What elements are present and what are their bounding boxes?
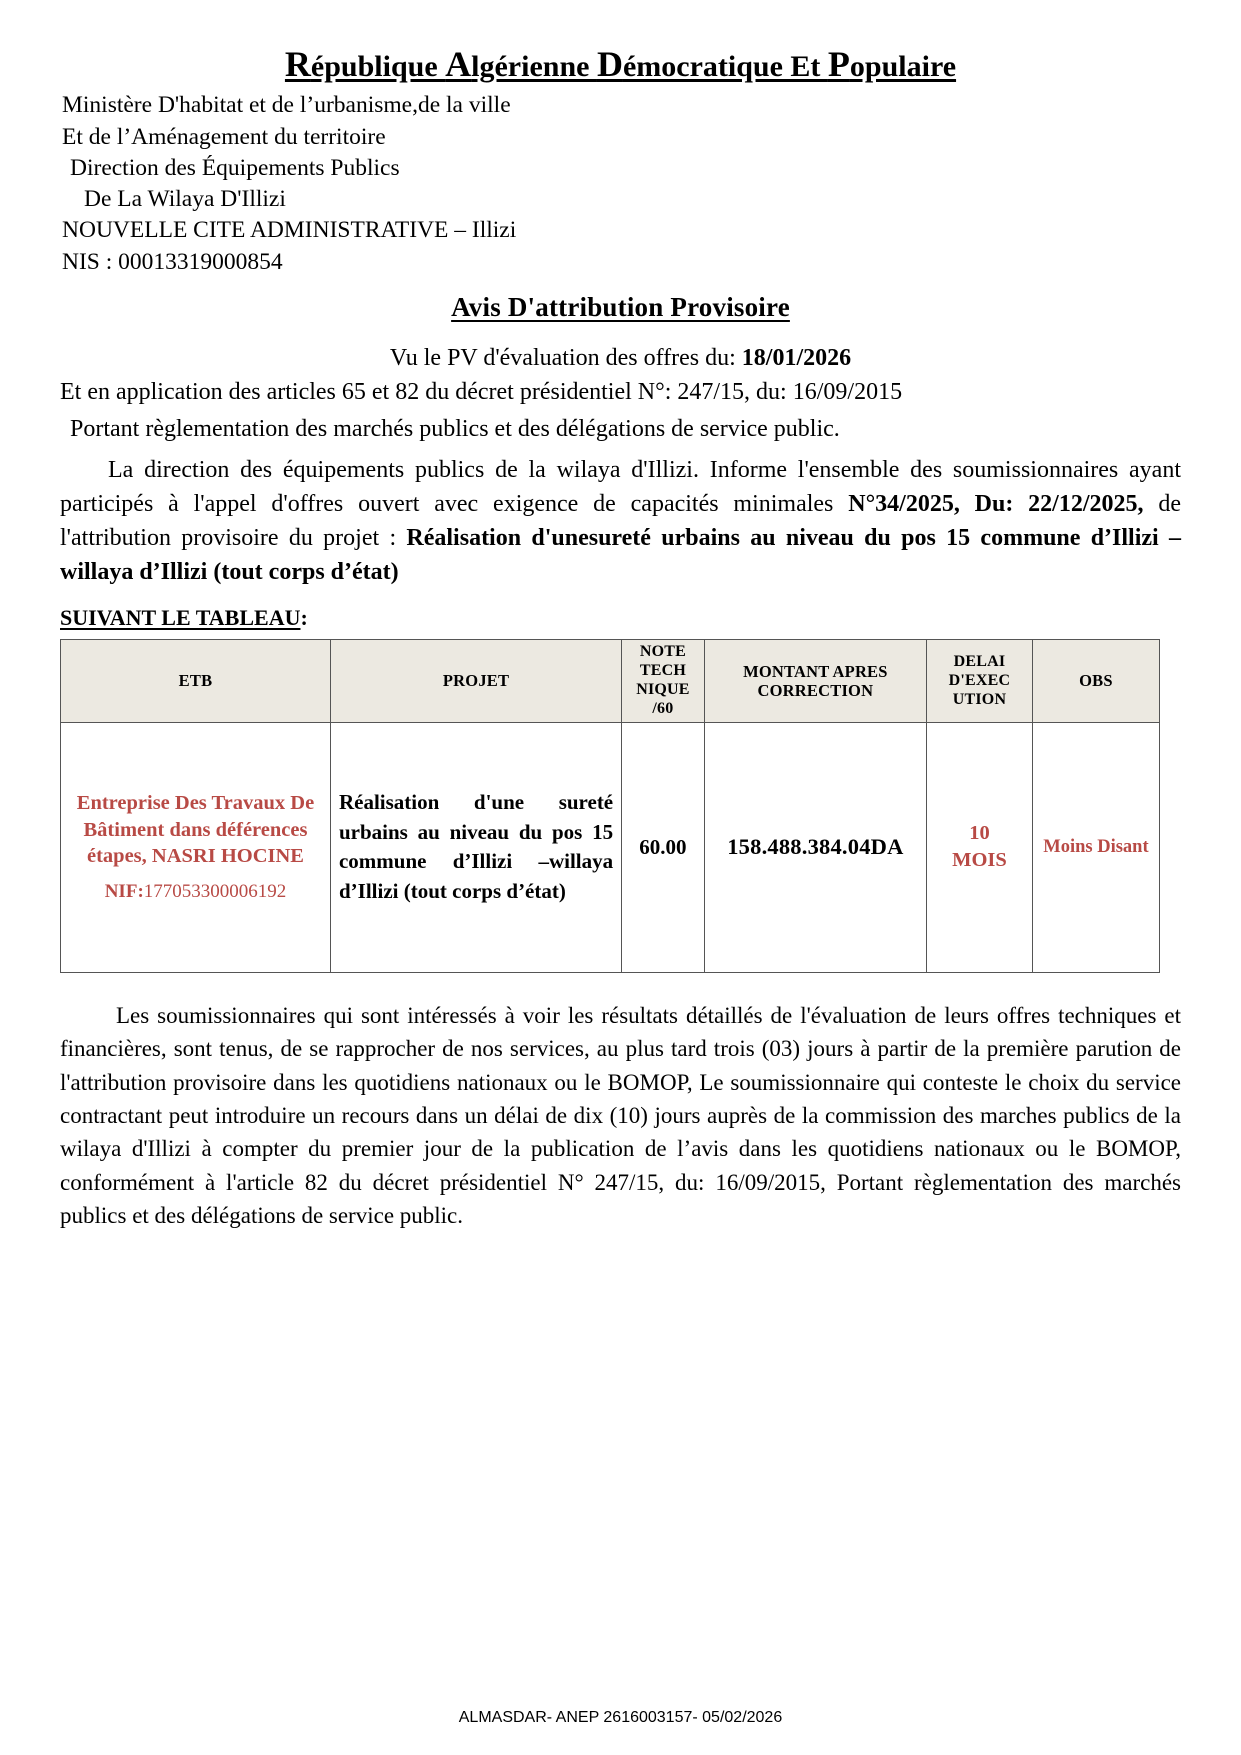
table-caption-label: SUIVANT LE TABLEAU <box>60 605 301 631</box>
page-title <box>60 44 1181 84</box>
notice-title: Avis D'attribution Provisoire <box>451 291 790 322</box>
delai-number: 10 <box>969 821 990 844</box>
attribution-text-part2: de l'attribution provisoire du projet : <box>60 491 1182 552</box>
footer-paragraph: Les soumissionnaires qui sont intéressés à voir les résultats détaillés de l'évaluation de leurs offres techniques et financières, sont tenus, de se rapprocher de nos services, au plus tard trois (03) jours à partir de la première parution de l'attribution provisoire dans les quotidiens nationaux ou le BOMOP, Le soumissionnaire qui conteste le choix du service contractant peut introduire un recours dans un délai de dix (10) jours auprès de la commission des marches publics de la wilaya d'Illizi à compter du premier jour de la publication de l’avis dans les quotidiens nationaux ou le BOMOP, conformément à l'article 82 du décret présidentiel N° 247/15, du: 16/09/2015, Portant règlementation des marchés publics et des délégations de service public. <box>60 1002 1181 1228</box>
attribution-paragraph <box>60 453 1181 589</box>
delai-unit: MOIS <box>952 849 1007 872</box>
cell-projet: Réalisation d'une sureté urbains au niveau du pos 15 commune d’Illizi –willaya d’Illizi (tout corps d’état) <box>330 722 621 972</box>
table-row <box>61 722 1160 972</box>
title-initial-a: A <box>445 44 472 84</box>
column-header-projet: PROJET <box>330 640 621 723</box>
cell-obs: Moins Disant <box>1032 722 1159 972</box>
table-caption-colon: : <box>300 605 308 631</box>
title-segment-3: Démocratique Et <box>596 44 828 84</box>
title-segment-4: Populaire <box>827 44 957 84</box>
etb-nif: NIF:177053300006192 <box>104 880 287 902</box>
column-header-delai-execution: DELAI D'EXEC UTION <box>927 640 1033 723</box>
column-header-etb: ETB <box>61 640 331 723</box>
cell-montant: 158.488.384.04DA <box>704 722 926 972</box>
cell-etb <box>61 722 331 972</box>
pv-evaluation-line <box>60 345 1181 372</box>
title-initial-p: P <box>827 44 850 84</box>
organization-block <box>62 90 1181 278</box>
etb-company-name: Entreprise Des Travaux De Bâtiment dans déférences étapes, NASRI HOCINE <box>76 792 315 868</box>
attribution-tender-ref: N°34/2025, Du: 22/12/2025, <box>848 491 1144 518</box>
title-initial-r: R <box>284 44 311 84</box>
title-initial-d: D <box>596 44 623 84</box>
org-line-amenagement: Et de l’Aménagement du territoire <box>62 123 386 150</box>
table-caption <box>60 605 1181 631</box>
org-line-nis: NIS : 00013319000854 <box>62 248 283 275</box>
title-segment-1: République <box>284 44 446 84</box>
column-header-obs: OBS <box>1032 640 1159 723</box>
attribution-project-name: Réalisation d'unesureté urbains au niveau du pos 15 commune d’Illizi –willaya d’Illizi (tout corps d’état) <box>60 525 1182 586</box>
title-segment-2: Algérienne <box>445 44 597 84</box>
articles-line: Et en application des articles 65 et 82 du décret présidentiel N°: 247/15, du: 16/09/2015 <box>60 378 903 405</box>
org-line-direction: Direction des Équipements Publics <box>70 154 400 181</box>
org-line-address: NOUVELLE CITE ADMINISTRATIVE – Illizi <box>62 217 517 244</box>
cell-note-technique: 60.00 <box>622 722 705 972</box>
portant-line: Portant règlementation des marchés publics et des délégations de service public. <box>70 416 840 443</box>
attribution-table <box>60 639 1160 973</box>
org-line-wilaya: De La Wilaya D'Illizi <box>84 186 286 213</box>
pv-evaluation-date: 18/01/2026 <box>741 344 852 371</box>
column-header-note-technique: NOTE TECH NIQUE /60 <box>622 640 705 723</box>
table-header-row <box>61 640 1160 723</box>
column-header-montant-apres-correction: MONTANT APRES CORRECTION <box>704 640 926 723</box>
org-line-ministry: Ministère D'habitat et de l’urbanisme,de la ville <box>62 92 511 119</box>
cell-delai <box>927 722 1033 972</box>
anep-reference: ALMASDAR- ANEP 2616003157- 05/02/2026 <box>458 1709 783 1726</box>
attribution-text-part1: La direction des équipements publics de la wilaya d'Illizi. Informe l'ensemble des soumissionnaires ayant participés à l'appel d'offres ouvert avec exigence de capacités minimales <box>60 457 1181 518</box>
pv-evaluation-prefix: Vu le PV d'évaluation des offres du: <box>389 344 742 371</box>
